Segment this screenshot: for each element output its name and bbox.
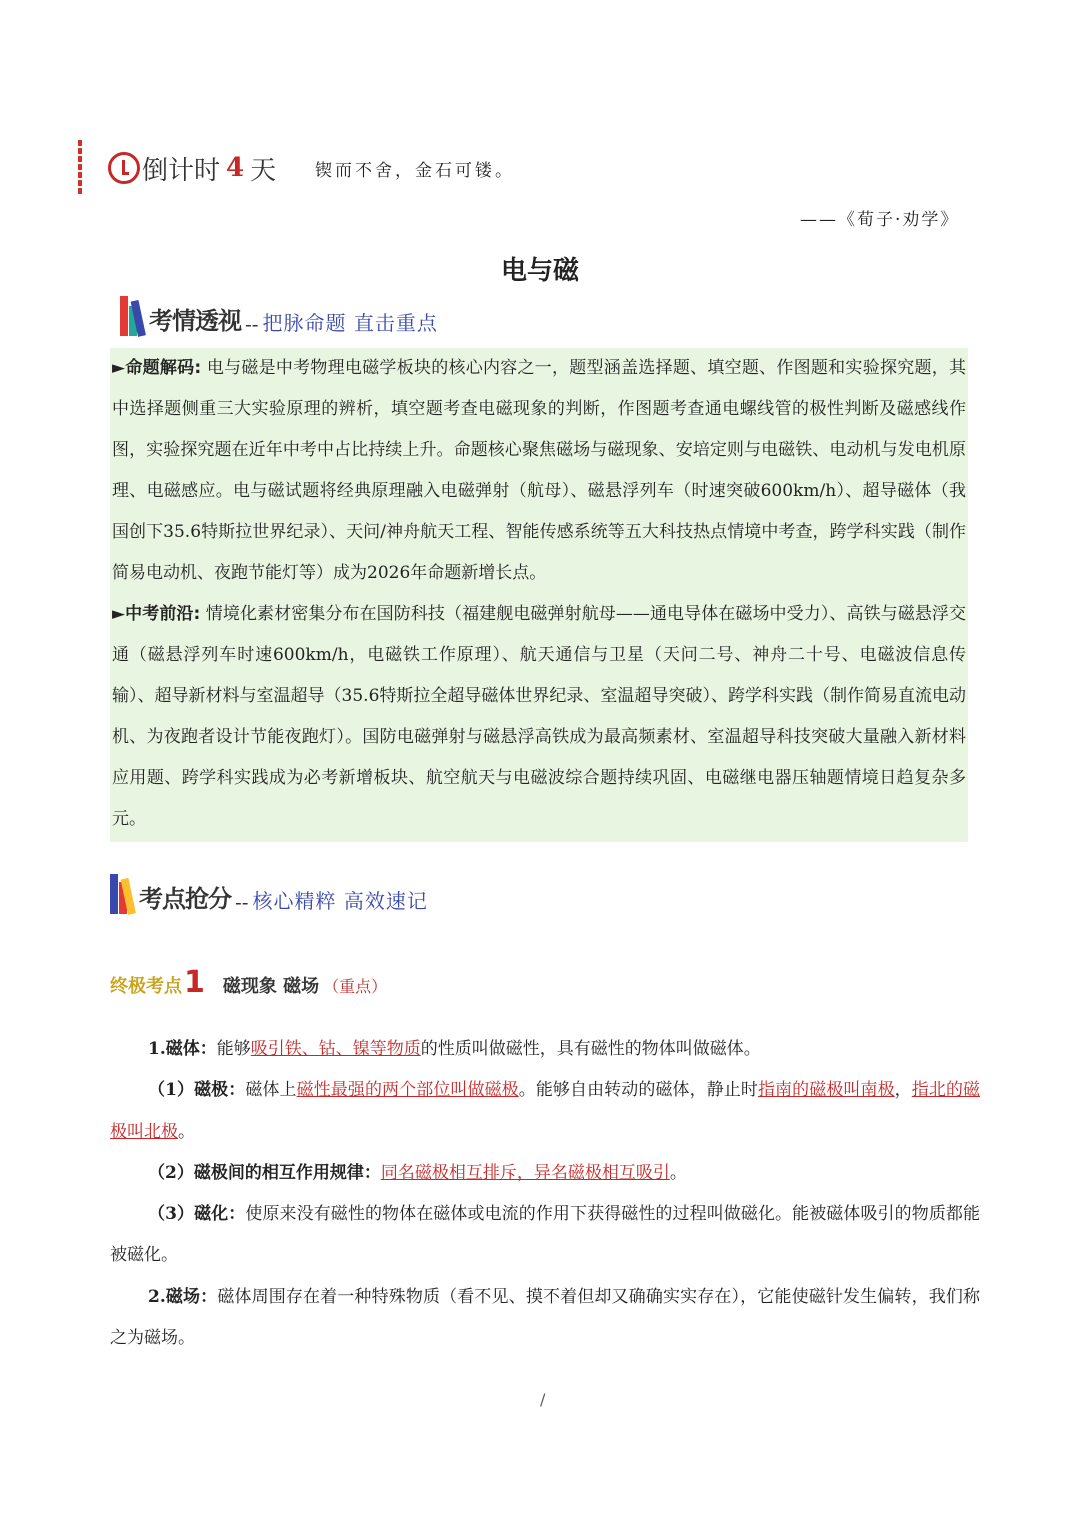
paragraph-label: ►命题解码: <box>112 358 202 378</box>
page-number: / <box>540 1390 546 1409</box>
countdown-prefix: 倒计时 <box>142 155 221 186</box>
content-line-5: 2.磁场：磁体周围存在着一种特殊物质（看不见、摸不着但却又确确实实存在），它能使磁针发生偏转，我们称之为磁场。 <box>110 1286 980 1349</box>
section-title: 考情透视 <box>149 307 241 335</box>
page-title: 电与磁 <box>500 256 579 286</box>
paragraph-text: 情境化素材密集分布在国防科技（福建舰电磁弹射航母——通电导体在磁场中受力）、高铁与磁悬浮交通（磁悬浮列车时速600km/h，电磁铁工作原理）、航天通信与卫星（天问二号、神舟二十号、电磁波信息传输）、超导新材料与室温超导（35.6特斯拉全超导磁体世界纪录、室温超导突破）、跨学科实践（制作简易直流电动机、为夜跑者设计节能夜跑灯）。国防电磁弹射与磁悬浮高铁成为最高频素材、室温超导科技突破大量融入新材料应用题、跨学科实践成为必考新增板块、航空航天与电磁波综合题持续巩固、电磁继电器压轴题情境日趋复杂多元。 <box>112 604 967 829</box>
content-body <box>110 1029 980 1359</box>
analysis-paragraph-1 <box>110 348 968 594</box>
paragraph-label: ►中考前沿: <box>112 604 201 624</box>
countdown-number: 4 <box>226 153 245 183</box>
kaodian-tag: （重点） <box>323 977 388 996</box>
countdown <box>108 148 276 188</box>
section-header-1 <box>120 296 438 336</box>
clock-icon <box>108 152 140 184</box>
content-line-4: （3）磁化：使原来没有磁性的物体在磁体或电流的作用下获得磁性的过程叫做磁化。能被磁体吸引的物质都能被磁化。 <box>110 1204 980 1266</box>
analysis-box <box>110 348 968 842</box>
analysis-paragraph-2 <box>110 594 968 840</box>
books-icon <box>120 296 147 336</box>
decorative-bar <box>78 140 82 196</box>
section-header-2 <box>110 874 428 914</box>
section-dash: -- <box>235 890 249 914</box>
quote-source: ——《荀子·劝学》 <box>800 210 960 230</box>
content-line-2: （1）磁极：磁体上磁性最强的两个部位叫做磁极。能够自由转动的磁体，静止时指南的磁极叫南极，指北的磁极叫北极。 <box>110 1080 981 1142</box>
kaodian-header <box>110 965 387 1000</box>
books-icon <box>110 874 137 914</box>
content-line-3: （2）磁极间的相互作用规律：同名磁极相互排斥，异名磁极相互吸引。 <box>148 1162 687 1183</box>
section-subtitle: 把脉命题 直击重点 <box>262 311 438 335</box>
kaodian-topic: 磁现象 磁场 <box>222 976 320 997</box>
kaodian-number: 1 <box>184 965 205 1000</box>
section-title: 考点抢分 <box>139 885 231 913</box>
section-subtitle: 核心精粹 高效速记 <box>252 889 428 913</box>
content-line-1: 1.磁体：能够吸引铁、钴、镍等物质的性质叫做磁性，具有磁性的物体叫做磁体。 <box>148 1039 761 1059</box>
kaodian-label: 终极考点 <box>110 976 182 997</box>
section-dash: -- <box>245 312 259 336</box>
quote: 锲而不舍，金石可镂。 <box>315 161 515 181</box>
paragraph-text: 电与磁是中考物理电磁学板块的核心内容之一，题型涵盖选择题、填空题、作图题和实验探究题，其中选择题侧重三大实验原理的辨析，填空题考查电磁现象的判断，作图题考查通电螺线管的极性判断及磁感线作图，实验探究题在近年中考中占比持续上升。命题核心聚焦磁场与磁现象、安培定则与电磁铁、电动机与发电机原理、电磁感应。电与磁试题将经典原理融入电磁弹射（航母）、磁悬浮列车（时速突破600km/h）、超导磁体（我国创下35.6特斯拉世界纪录）、天问/神舟航天工程、智能传感系统等五大科技热点情境中考查，跨学科实践（制作简易电动机、夜跑节能灯等）成为2026年命题新增长点。 <box>112 358 966 583</box>
countdown-suffix: 天 <box>250 155 277 186</box>
